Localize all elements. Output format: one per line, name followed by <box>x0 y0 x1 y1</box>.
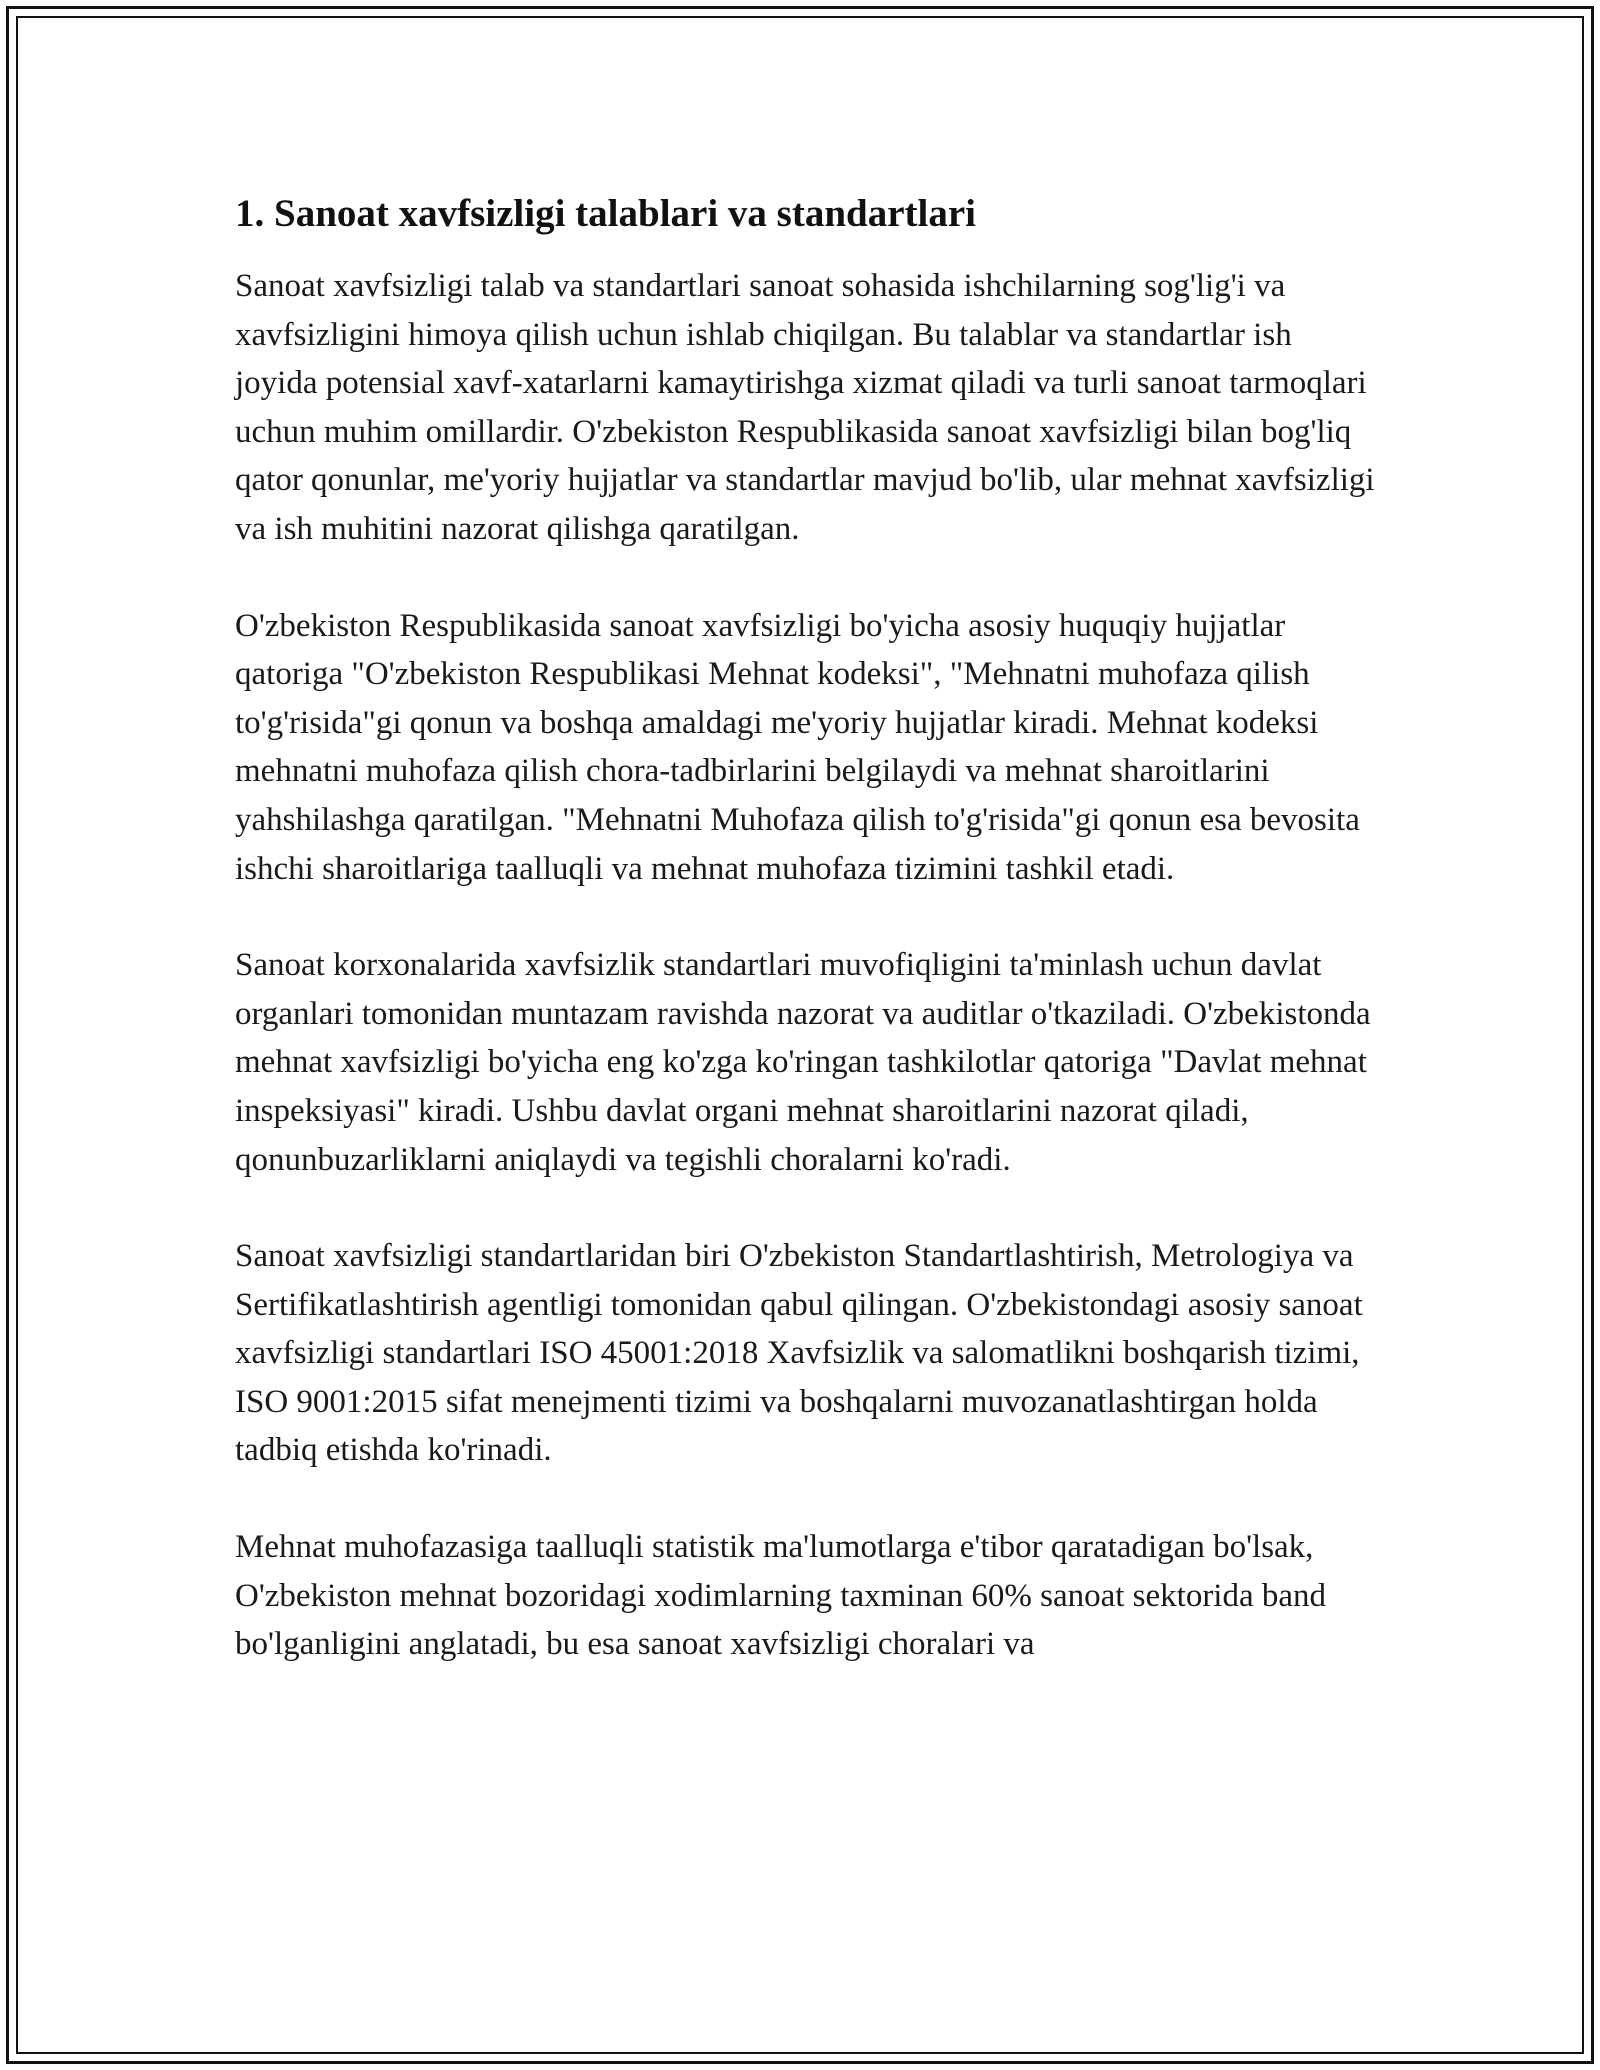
paragraph-4: Sanoat xavfsizligi standartlaridan biri O'zbekiston Standartlashtirish, Metrologiya va Sertifikatlashtirish agentligi tomonidan qabul qilingan. O'zbekistondagi asosiy sanoat xavfsizligi standartlari ISO 45001:2018 Xavfsizlik va salomatlikni boshqarish tizimi, ISO 9001:2015 sifat menejmenti tizimi va boshqalarni muvozanatlashtirgan holda tadbiq etishda ko'rinadi. <box>235 1238 1363 1469</box>
section-heading: 1. Sanoat xavfsizligi talablari va standartlari <box>235 192 976 235</box>
paragraph-5: Mehnat muhofazasiga taalluqli statistik ma'lumotlarga e'tibor qaratadigan bo'lsak, O'zbekiston mehnat bozoridagi xodimlarning taxminan 60% sanoat sektorida band bo'lganligini anglatadi, bu esa sanoat xavfsizligi choralari va <box>235 1529 1327 1663</box>
paragraph-3: Sanoat korxonalarida xavfsizlik standartlari muvofiqligini ta'minlash uchun davlat organlari tomonidan muntazam ravishda nazorat va auditlar o'tkaziladi. O'zbekistonda mehnat xavfsizligi bo'yicha eng ko'zga ko'ringan tashkilotlar qatoriga "Davlat mehnat inspeksiyasi" kiradi. Ushbu davlat organi mehnat sharoitlarini nazorat qiladi, qonunbuzarliklarni aniqlaydi va tegishli choralarni ko'radi. <box>235 947 1371 1178</box>
paragraph-1: Sanoat xavfsizligi talab va standartlari sanoat sohasida ishchilarning sog'lig'i va xavfsizligini himoya qilish uchun ishlab chiqilgan. Bu talablar va standartlar ish joyida potensial xavf-xatarlarni kamaytirishga xizmat qiladi va turli sanoat tarmoqlari uchun muhim omillardir. O'zbekiston Respublikasida sanoat xavfsizligi bilan bog'liq qator qonunlar, me'yoriy hujjatlar va standartlar mavjud bo'lib, ular mehnat xavfsizligi va ish muhitini nazorat qilishga qaratilgan. <box>235 268 1375 547</box>
document-body <box>235 188 1375 1717</box>
paragraph-2: O'zbekiston Respublikasida sanoat xavfsizligi bo'yicha asosiy huquqiy hujjatlar qatoriga "O'zbekiston Respublikasi Mehnat kodeksi", "Mehnatni muhofaza qilish to'g'risida"gi qonun va boshqa amaldagi me'yoriy hujjatlar kiradi. Mehnat kodeksi mehnatni muhofaza qilish chora-tadbirlarini belgilaydi va mehnat sharoitlarini yahshilashga qaratilgan. "Mehnatni Muhofaza qilish to'g'risida"gi qonun esa bevosita ishchi sharoitlariga taalluqli va mehnat muhofaza tizimini tashkil etadi. <box>235 607 1360 887</box>
